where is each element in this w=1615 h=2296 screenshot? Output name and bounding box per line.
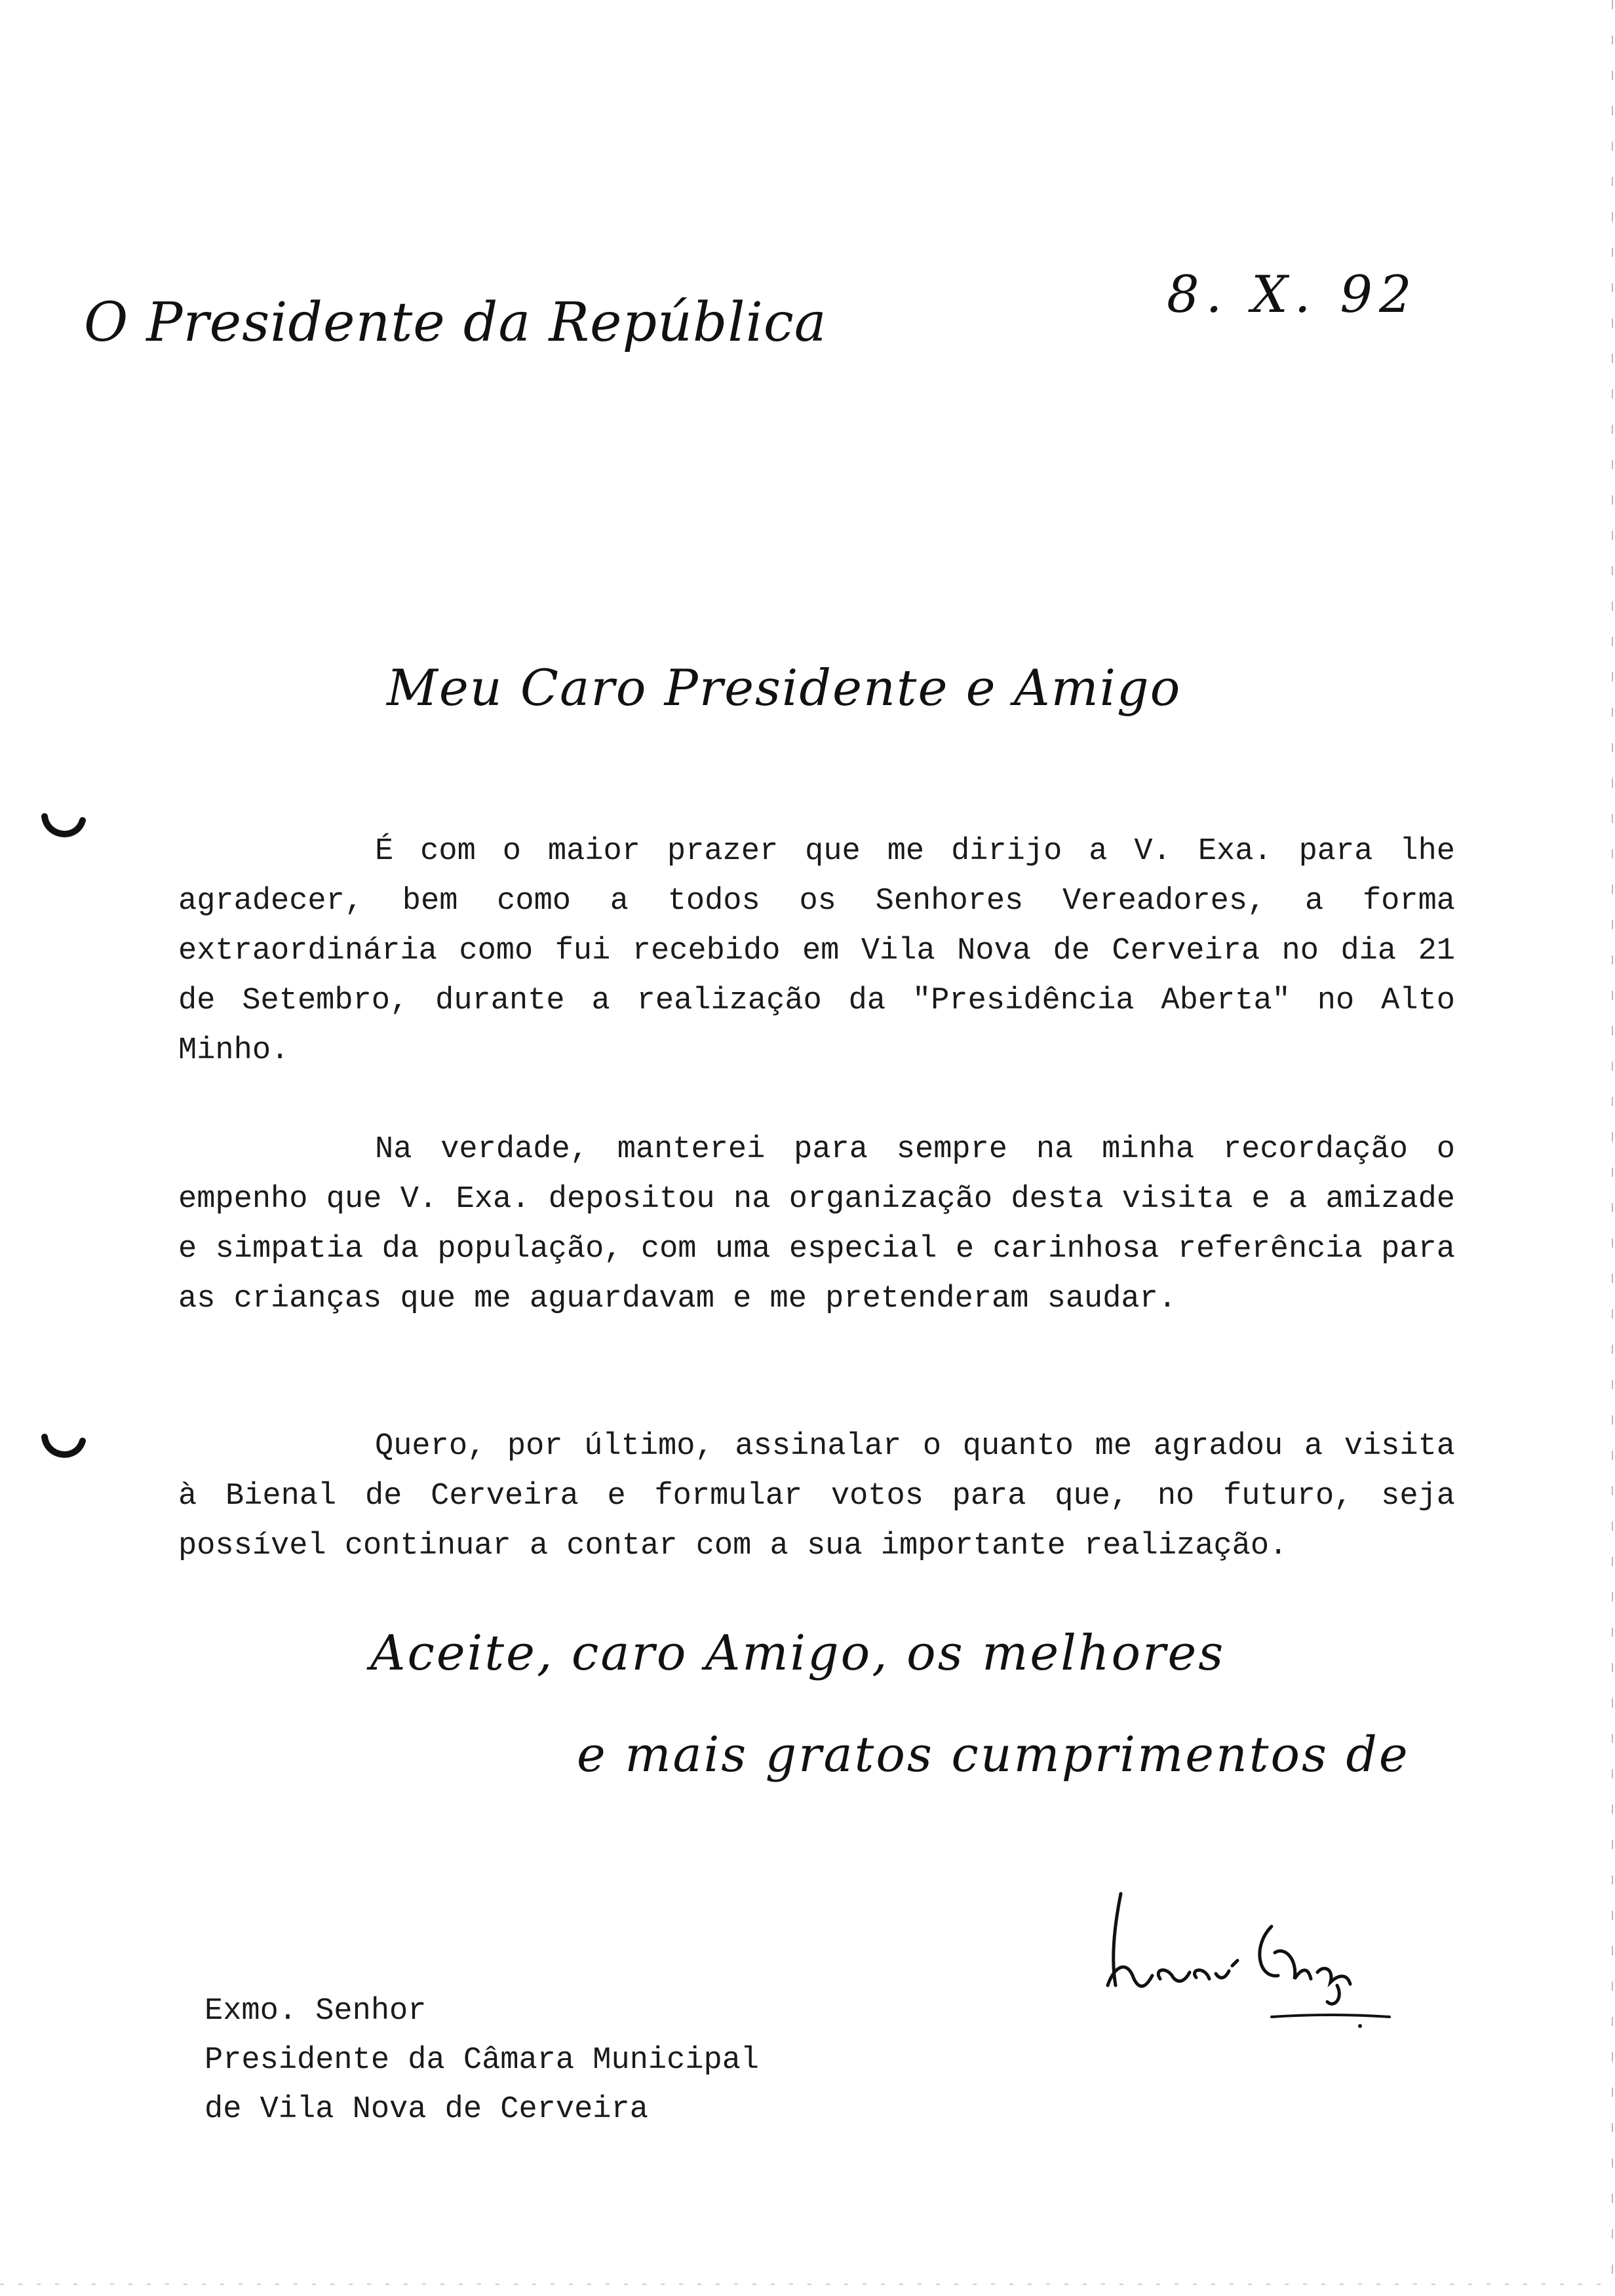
paragraph-2: Na verdade, manterei para sempre na minha recordação o empenho que V. Exa. depositou na organização desta visita e a amizade e simpatia da população, com uma especial e carinhosa referência para as crianças que me aguardavam e me pretenderam saudar.: [178, 1132, 1455, 1316]
addressee-line-1: Exmo. Senhor: [204, 1994, 427, 2029]
handwritten-date: 8. X. 92: [1167, 265, 1418, 324]
paragraph-3: Quero, por último, assinalar o quanto me agradou a visita à Bienal de Cerveira e formular votos para que, no futuro, seja possível continuar a contar com a sua importante realização.: [178, 1429, 1455, 1563]
handwritten-salutation: Meu Caro Presidente e Amigo: [387, 659, 1182, 717]
addressee-line-3: de Vila Nova de Cerveira: [204, 2092, 648, 2127]
scan-edge-right: [1608, 0, 1615, 2296]
handwritten-closing-line-2: e mais gratos cumprimentos de: [577, 1727, 1410, 1783]
punch-hole-mark-icon: [41, 811, 87, 844]
addressee-line-2: Presidente da Câmara Municipal: [204, 2043, 760, 2078]
punch-hole-mark-icon: [41, 1432, 87, 1464]
paragraph-1: É com o maior prazer que me dirijo a V. Exa. para lhe agradecer, bem como a todos os Senhores Vereadores, a forma extraordinária como fui recebido em Vila Nova de Cerveira no dia 21 de Setembro, durante a realização da "Presidência Aberta" no Alto Minho.: [178, 834, 1455, 1068]
addressee-block: [204, 1987, 759, 2134]
handwritten-closing-line-1: Aceite, caro Amigo, os melhores: [370, 1625, 1226, 1681]
signature: [1075, 1887, 1403, 2031]
letterhead-title: O Presidente da República: [84, 292, 827, 354]
scan-edge-bottom: [0, 2270, 1615, 2296]
